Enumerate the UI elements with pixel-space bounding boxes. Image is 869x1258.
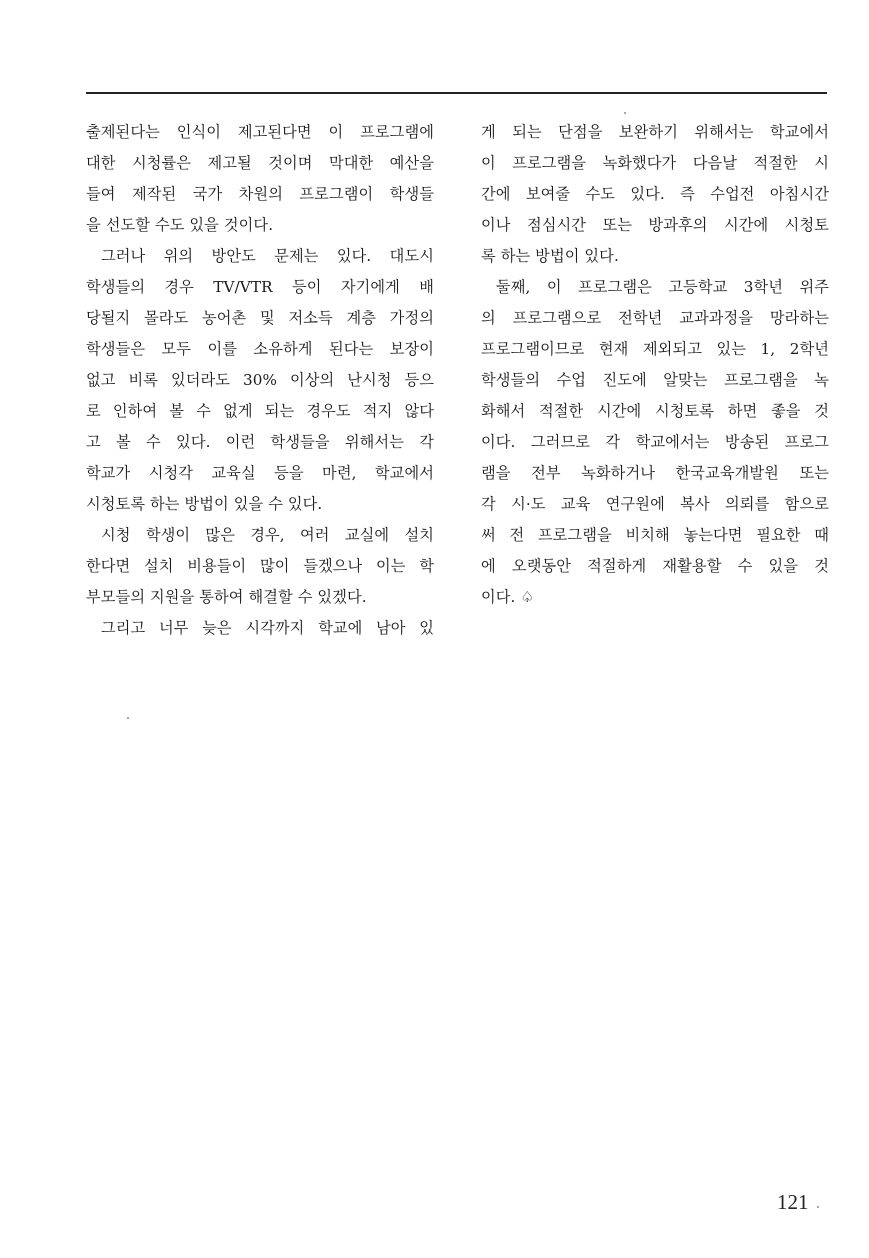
text-line: 게 되는 단점을 보완하기 위해서는 학교에서 [481, 123, 829, 141]
text-line: 출제된다는 인식이 제고된다면 이 프로그램에 [86, 123, 434, 141]
text-line: 각 시·도 교육 연구원에 복사 의뢰를 함으로 [481, 495, 829, 513]
scan-speck [817, 1206, 819, 1208]
text-line: 없고 비록 있더라도 30% 이상의 난시청 등으 [86, 371, 434, 389]
text-line: 학교가 시청각 교육실 등을 마련, 학교에서 [86, 464, 434, 482]
text-line: 록 하는 방법이 있다. [481, 247, 619, 265]
header-rule [86, 92, 827, 94]
text-line: 이다. ♤ [481, 588, 535, 606]
text-line: 간에 보여줄 수도 있다. 즉 수업전 아침시간 [481, 185, 829, 203]
text-column-left [86, 117, 434, 644]
text-line: 들여 제작된 국가 차원의 프로그램이 학생들 [86, 185, 434, 203]
text-line: 학생들은 모두 이를 소유하게 된다는 보장이 [86, 340, 434, 358]
text-line: 부모들의 지원을 통하여 해결할 수 있겠다. [86, 588, 367, 606]
text-line: 시청 학생이 많은 경우, 여러 교실에 설치 [101, 526, 434, 544]
text-line: 을 선도할 수도 있을 것이다. [86, 216, 274, 234]
text-line: 화해서 적절한 시간에 시청토록 하면 좋을 것 [481, 402, 829, 420]
text-line: 에 오랫동안 적절하게 재활용할 수 있을 것 [481, 557, 829, 575]
text-line: 학생들의 경우 TV/VTR 등이 자기에게 배 [86, 278, 434, 296]
text-line: 시청토록 하는 방법이 있을 수 있다. [86, 495, 323, 513]
text-line: 램을 전부 녹화하거나 한국교육개발원 또는 [481, 464, 829, 482]
text-line: 써 전 프로그램을 비치해 놓는다면 필요한 때 [481, 526, 829, 544]
text-column-right [481, 117, 829, 613]
scan-speck [624, 112, 626, 114]
text-line: 로 인하여 볼 수 없게 되는 경우도 적지 않다 [86, 402, 434, 420]
text-line: 그러나 위의 방안도 문제는 있다. 대도시 [101, 247, 434, 265]
text-line: 둘째, 이 프로그램은 고등학교 3학년 위주 [496, 278, 829, 296]
text-line: 학생들의 수업 진도에 알맞는 프로그램을 녹 [481, 371, 829, 389]
text-line: 이 프로그램을 녹화했다가 다음날 적절한 시 [481, 154, 829, 172]
text-line: 고 볼 수 있다. 이런 학생들을 위해서는 각 [86, 433, 434, 451]
text-line: 당될지 몰라도 농어촌 및 저소득 계층 가정의 [86, 309, 434, 327]
text-line: 대한 시청률은 제고될 것이며 막대한 예산을 [86, 154, 434, 172]
text-line: 의 프로그램으로 전학년 교과과정을 망라하는 [481, 309, 829, 327]
page-number: 121 [777, 1190, 809, 1214]
text-line: 이나 점심시간 또는 방과후의 시간에 시청토 [481, 216, 829, 234]
text-line: 그리고 너무 늦은 시각까지 학교에 남아 있 [101, 619, 434, 637]
text-line: 프로그램이므로 현재 제외되고 있는 1, 2학년 [481, 340, 829, 358]
text-line: 한다면 설치 비용들이 많이 들겠으나 이는 학 [86, 557, 434, 575]
text-line: 이다. 그러므로 각 학교에서는 방송된 프로그 [481, 433, 829, 451]
scan-speck [127, 717, 129, 719]
